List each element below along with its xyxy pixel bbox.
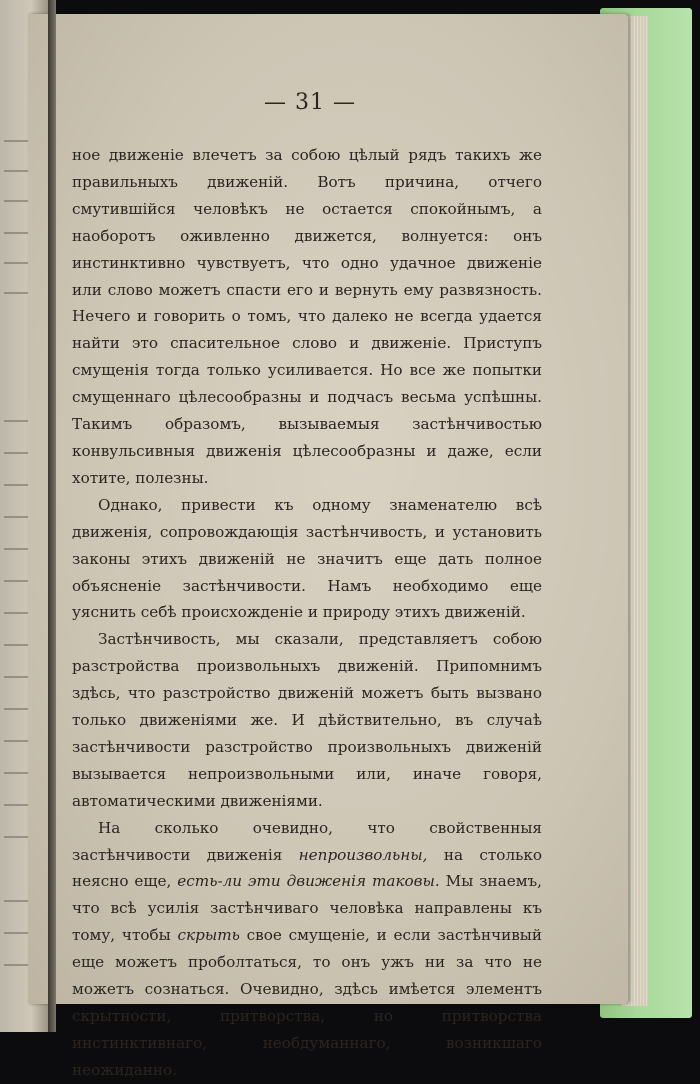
paragraph-2 — [72, 492, 542, 627]
book-gutter — [48, 0, 56, 1032]
paragraph-text: на столько неясно еще, — [72, 845, 542, 891]
italic-emphasis: скрыть — [177, 926, 240, 945]
paragraph-text: На сколько очевидно, что свойственныя застѣнчивости движенія — [72, 818, 542, 864]
paragraph-text: Мы знаемъ, что всѣ усилія застѣнчиваго человѣка направлены къ тому, чтобы — [72, 872, 543, 945]
paragraph-text: Однако, привести къ одному знаменателю всѣ движенія, сопровождающія застѣнчивость, и установить законы этихъ движеній не значитъ еще дать полное объясненіе застѣнчивости. Намъ необходимо еще уяснить себѣ происхожденіе и природу этихъ движеній. — [72, 495, 542, 622]
paragraph-text: Застѣнчивость, мы сказали, представляетъ собою разстройства произвольныхъ движеній. Припомнимъ здѣсь, что разстройство движеній можетъ быть вызвано только движеніями же. И дѣйствительно, въ случаѣ застѣнчивости разстройство произвольныхъ движеній вызывается непроизвольными или, иначе говоря, автоматическими движеніями. — [72, 630, 542, 810]
paragraph-4 — [72, 815, 542, 1084]
paragraph-text: ное движеніе влечетъ за собою цѣлый рядъ такихъ же правильныхъ движеній. Вотъ причина, отчего смутившійся человѣкъ не остается спокойнымъ, а наоборотъ оживленно движется, волнуется: онъ инстинктивно чувствуетъ, что одно удачное движеніе или слово можетъ спасти его и вернуть ему развязность. Нечего и говорить о томъ, что далеко не всегда удается найти это спасительное слово и движеніе. Приступъ смущенія тогда только усиливается. Но все же попытки смущеннаго цѣлесообразны и подчасъ весьма успѣшны. Такимъ образомъ, вызываемыя застѣнчивостью конвульсивныя движенія цѣлесообразны и даже, если хотите, полезны. — [72, 146, 542, 487]
paragraph-text: свое смущеніе, и если застѣнчивый еще можетъ проболтаться, то онъ ужъ ни за что не можетъ сознаться. Очевидно, здѣсь имѣется элементъ скрытности, притворства, но притворства инстинктивнаго, необдуманнаго, возникшаго неожиданно. — [72, 926, 542, 1079]
page-body-text — [72, 142, 542, 1084]
italic-emphasis: есть-ли эти движенія таковы. — [177, 872, 440, 891]
italic-emphasis: непроизвольны, — [298, 845, 428, 864]
book-page — [28, 14, 628, 1079]
paragraph-3 — [72, 626, 542, 814]
page-number: — 31 — — [264, 90, 356, 115]
paragraph-1 — [72, 142, 542, 492]
